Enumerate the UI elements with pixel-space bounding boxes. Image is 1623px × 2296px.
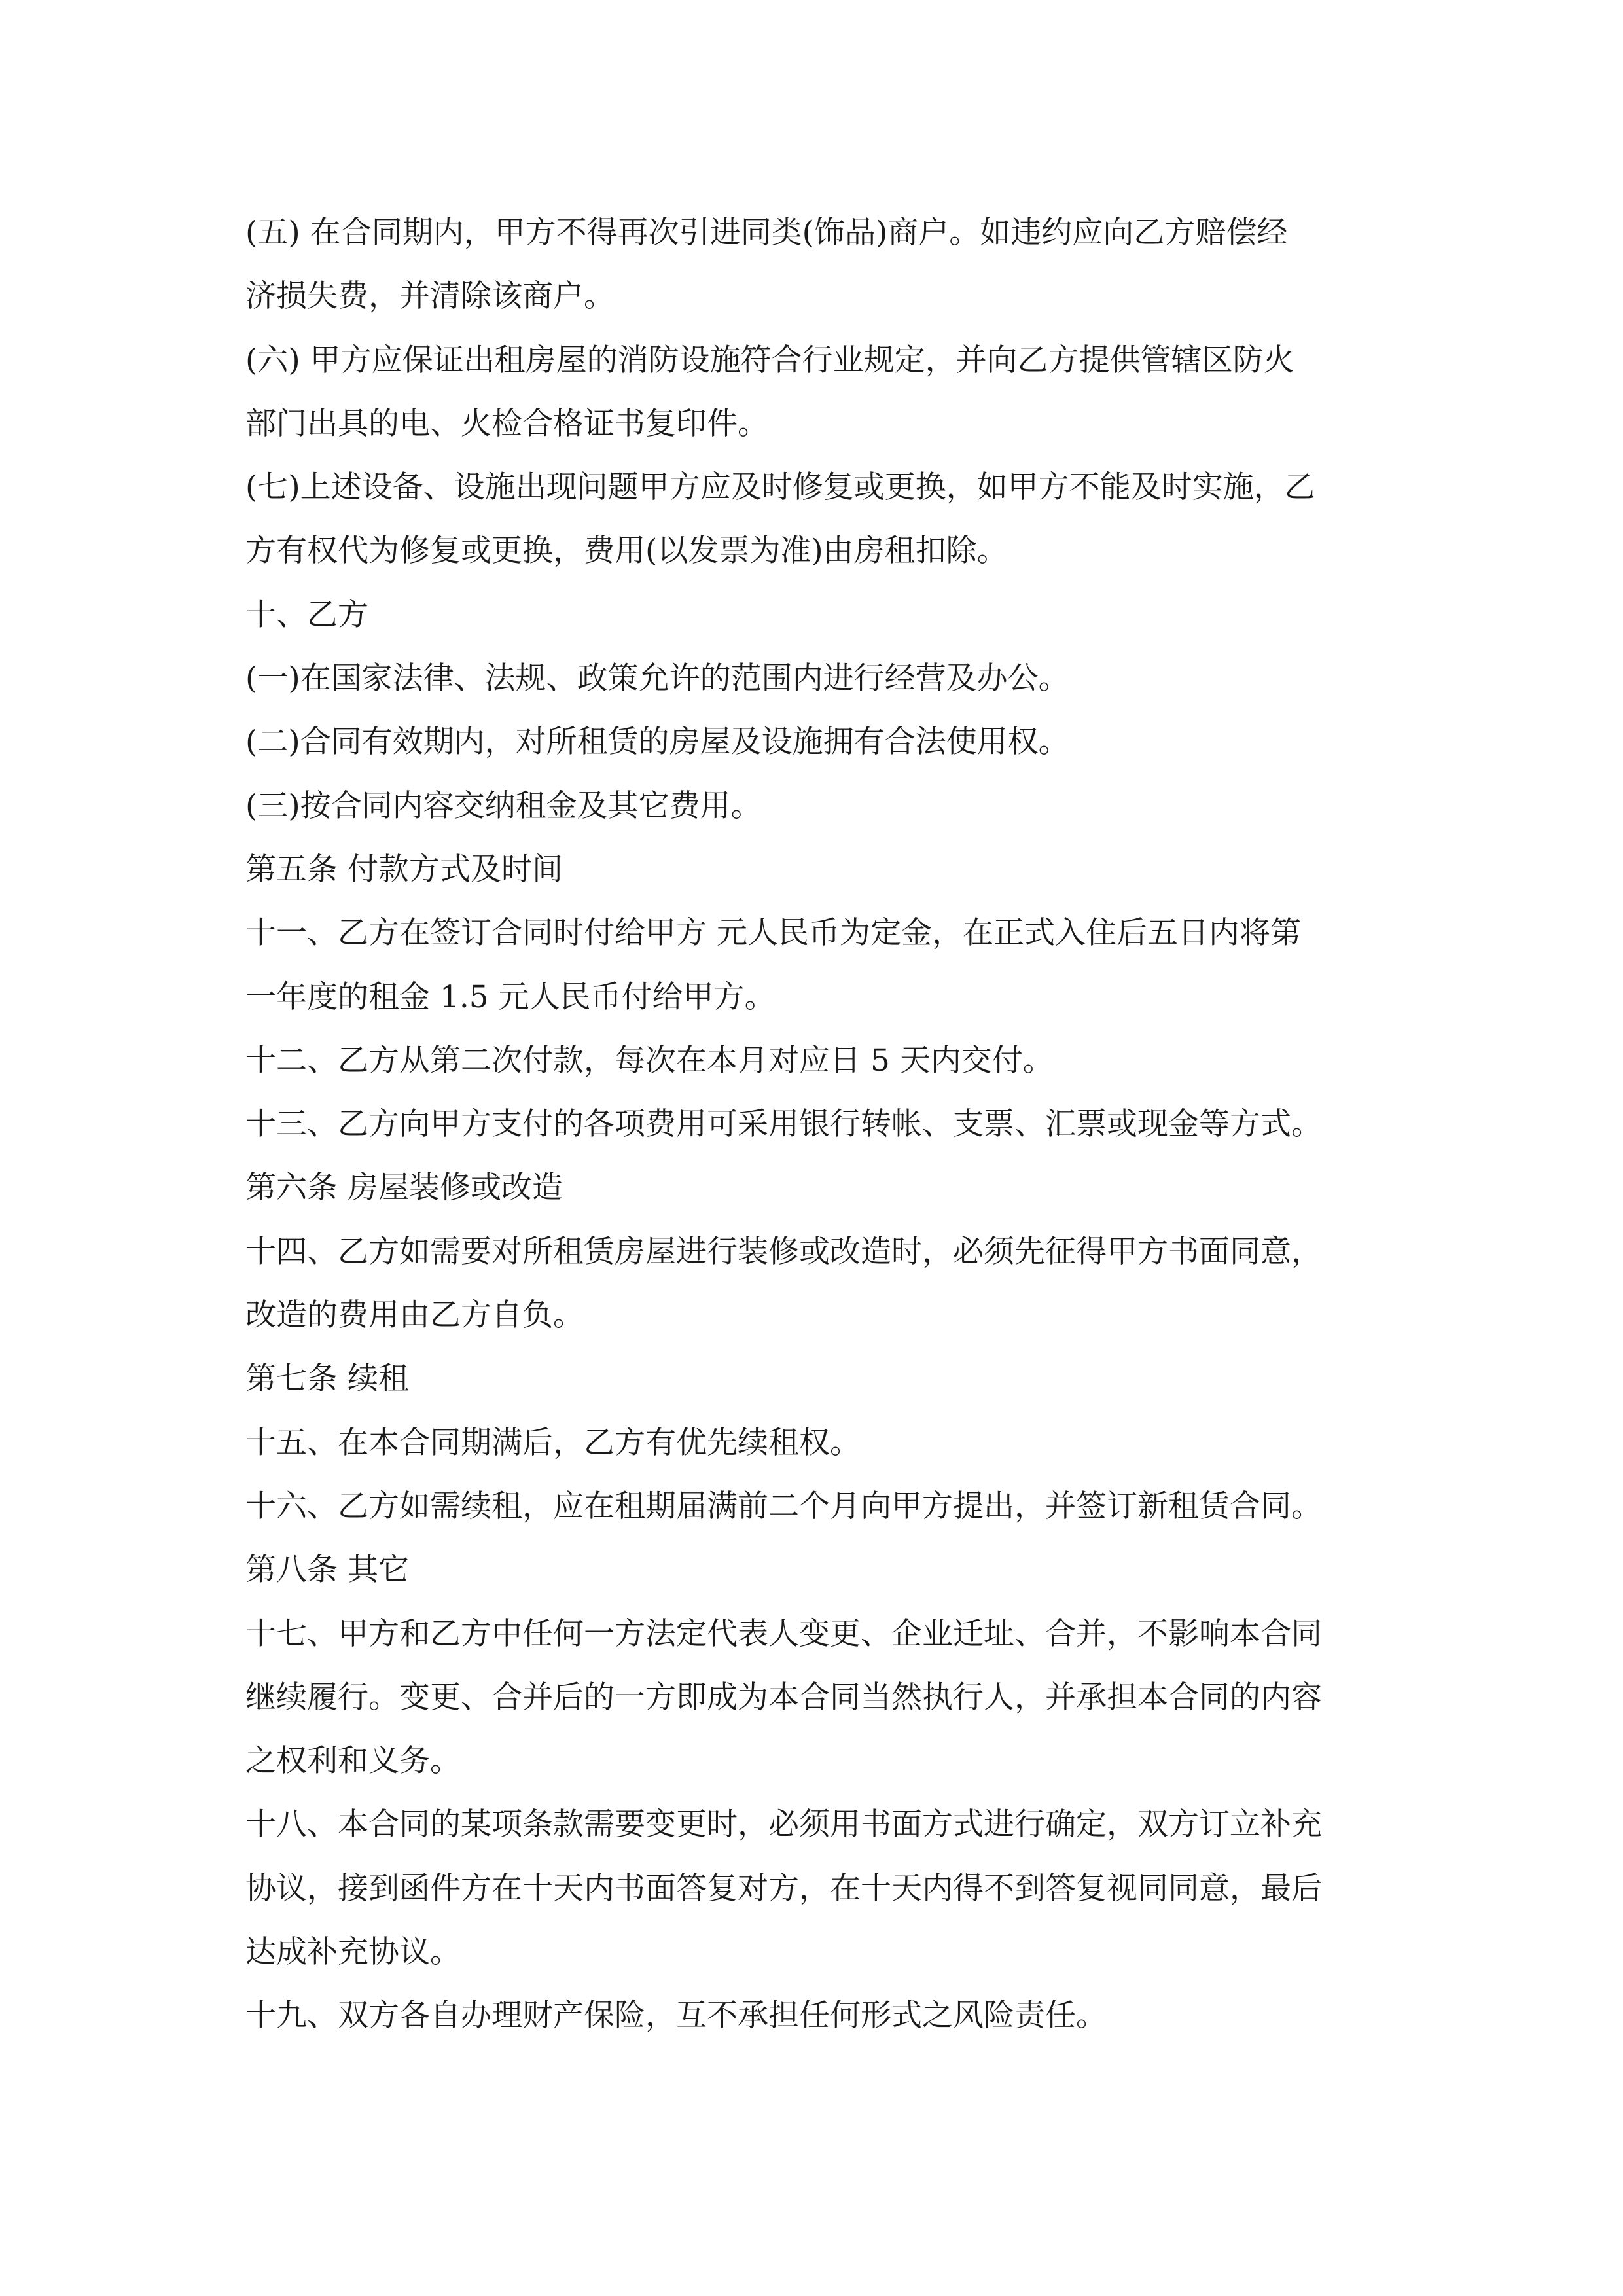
text-line: 第六条 房屋装修或改造 xyxy=(245,1170,563,1206)
text-line: 协议，接到函件方在十天内书面答复对方，在十天内得不到答复视同同意，最后 xyxy=(245,1870,1322,1907)
text-line: 部门出具的电、火检合格证书复印件。 xyxy=(245,405,768,442)
text-line: 十七、甲方和乙方中任何一方法定代表人变更、企业迁址、合并，不影响本合同 xyxy=(245,1615,1322,1652)
text-line: (一)在国家法律、法规、政策允许的范围内进行经营及办公。 xyxy=(245,660,1069,697)
text-line: (七)上述设备、设施出现问题甲方应及时修复或更换，如甲方不能及时实施，乙 xyxy=(245,469,1315,506)
clause-5-6 xyxy=(245,329,1400,456)
clause-14 xyxy=(245,1220,1400,1348)
text-line: 十八、本合同的某项条款需要变更时，必须用书面方式进行确定，双方订立补充 xyxy=(245,1806,1322,1843)
text-line: 达成补充协议。 xyxy=(245,1934,461,1971)
text-line: 第五条 付款方式及时间 xyxy=(245,851,563,888)
text-line: 十五、在本合同期满后，乙方有优先续租权。 xyxy=(245,1424,861,1461)
article-5-heading xyxy=(245,838,1400,901)
text-line: 十二、乙方从第二次付款，每次在本月对应日 5 天内交付。 xyxy=(245,1042,1054,1079)
text-line: 十九、双方各自办理财产保险，互不承担任何形式之风险责任。 xyxy=(245,1998,1107,2034)
text-line: 第八条 其它 xyxy=(245,1552,409,1588)
text-line: 改造的费用由乙方自负。 xyxy=(245,1297,584,1334)
text-line: (五) 在合同期内，甲方不得再次引进同类(饰品)商户。如违约应向乙方赔偿经 xyxy=(245,215,1288,251)
text-line: 一年度的租金 1.5 元人民币付给甲方。 xyxy=(245,978,776,1015)
text-line: 十、乙方 xyxy=(245,596,368,633)
clause-18 xyxy=(245,1793,1400,1984)
clause-10-heading xyxy=(245,583,1400,647)
text-line: 方有权代为修复或更换，费用(以发票为准)由房租扣除。 xyxy=(245,533,1008,569)
text-line: 十一、乙方在签订合同时付给甲方 元人民币为定金，在正式入住后五日内将第 xyxy=(245,915,1301,952)
text-line: (三)按合同内容交纳租金及其它费用。 xyxy=(245,787,762,824)
text-line: 十三、乙方向甲方支付的各项费用可采用银行转帐、支票、汇票或现金等方式。 xyxy=(245,1106,1322,1143)
clause-5-5 xyxy=(245,201,1400,329)
clause-16 xyxy=(245,1475,1400,1538)
article-8-heading xyxy=(245,1538,1400,1602)
clause-11 xyxy=(245,901,1400,1029)
clause-12 xyxy=(245,1029,1400,1092)
clause-13 xyxy=(245,1092,1400,1156)
clause-19 xyxy=(245,1984,1400,2047)
text-line: 继续履行。变更、合并后的一方即成为本合同当然执行人，并承担本合同的内容 xyxy=(245,1679,1322,1715)
text-line: 十六、乙方如需续租，应在租期届满前二个月向甲方提出，并签订新租赁合同。 xyxy=(245,1488,1322,1524)
article-7-heading xyxy=(245,1347,1400,1410)
text-line: (六) 甲方应保证出租房屋的消防设施符合行业规定，并向乙方提供管辖区防火 xyxy=(245,342,1294,378)
text-line: 之权利和义务。 xyxy=(245,1743,461,1780)
text-line: 十四、乙方如需要对所租赁房屋进行装修或改造时，必须先征得甲方书面同意， xyxy=(245,1233,1322,1270)
clause-5-7 xyxy=(245,456,1400,583)
text-line: 第七条 续租 xyxy=(245,1361,409,1397)
clause-17 xyxy=(245,1602,1400,1793)
clause-10-1 xyxy=(245,647,1400,710)
document-body xyxy=(245,201,1400,2048)
text-line: 济损失费，并清除该商户。 xyxy=(245,278,615,315)
clause-10-2 xyxy=(245,710,1400,774)
article-6-heading xyxy=(245,1156,1400,1219)
clause-15 xyxy=(245,1411,1400,1475)
clause-10-3 xyxy=(245,774,1400,838)
text-line: (二)合同有效期内，对所租赁的房屋及设施拥有合法使用权。 xyxy=(245,724,1069,761)
